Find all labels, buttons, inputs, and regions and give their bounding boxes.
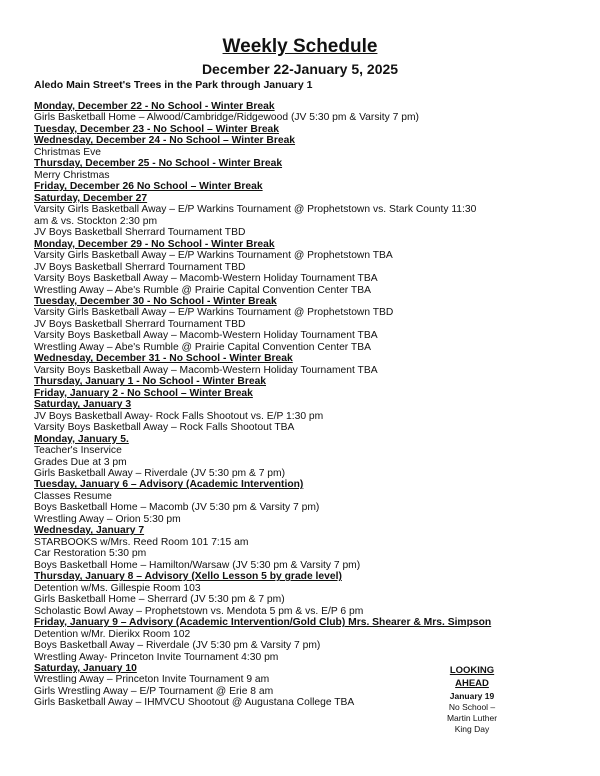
event-item: Grades Due at 3 pm xyxy=(34,456,127,468)
day-heading: Tuesday, January 6 – Advisory (Academic Intervention) xyxy=(34,479,304,491)
event-item: Wrestling Away – Abe's Rumble @ Prairie Capital Convention Center TBA xyxy=(34,341,371,353)
day-heading: Monday, January 5. xyxy=(34,433,129,445)
event-item: Merry Christmas xyxy=(34,169,110,181)
event-item: Girls Basketball Away – Riverdale (JV 5:30 pm & 7 pm) xyxy=(34,468,286,479)
event-item: Girls Wrestling Away – E/P Tournament @ Erie 8 am xyxy=(34,685,274,697)
event-item: Varsity Boys Basketball Away – Rock Falls Shootout TBA xyxy=(34,422,295,434)
event-item: JV Boys Basketball Away- Rock Falls Shootout vs. E/P 1:30 pm xyxy=(34,410,324,422)
event-item: Detention w/Mr. Dierikx Room 102 xyxy=(34,628,191,640)
event-item: Classes Resume xyxy=(34,490,112,502)
day-heading: Friday, January 9 – Advisory (Academic Intervention/Gold Club) Mrs. Shearer & Mrs. Simpson xyxy=(34,617,492,629)
event-item: Wrestling Away- Princeton Invite Tournament 4:30 pm xyxy=(34,651,279,663)
event-item: JV Boys Basketball Sherrard Tournament TBD xyxy=(34,227,246,239)
looking-ahead-text: King Day xyxy=(454,724,490,734)
event-item: Teacher's Inservice xyxy=(34,445,122,457)
day-heading: Friday, January 2 - No School – Winter Break xyxy=(34,387,253,399)
event-item: Car Restoration 5:30 pm xyxy=(34,548,147,560)
looking-ahead-heading: LOOKING xyxy=(449,665,495,676)
looking-ahead-heading: AHEAD xyxy=(455,678,489,689)
event-item: Boys Basketball Away – Riverdale (JV 5:30 pm & Varsity 7 pm) xyxy=(34,640,321,652)
looking-ahead-box xyxy=(420,664,524,735)
event-item: Boys Basketball Home – Hamilton/Warsaw (JV 5:30 pm & Varsity 7 pm) xyxy=(34,559,361,571)
day-heading: Saturday, January 3 xyxy=(34,399,132,411)
day-heading: Monday, December 29 - No School - Winter Break xyxy=(34,238,275,250)
event-item: Varsity Girls Basketball Away – E/P Warkins Tournament @ Prophetstown vs. Stark County 11:30 xyxy=(34,204,477,216)
event-item: Girls Basketball Home – Sherrard (JV 5:30 pm & 7 pm) xyxy=(34,594,285,606)
event-item: Varsity Boys Basketball Away – Macomb-Western Holiday Tournament TBA xyxy=(34,330,378,342)
day-heading: Thursday, January 8 – Advisory (Xello Lesson 5 by grade level) xyxy=(34,571,342,583)
event-item: STARBOOKS w/Mrs. Reed Room 101 7:15 am xyxy=(34,536,249,548)
event-item: Girls Basketball Home – Alwood/Cambridge/Ridgewood (JV 5:30 pm & Varsity 7 pm) xyxy=(34,112,419,124)
event-item: JV Boys Basketball Sherrard Tournament TBD xyxy=(34,318,246,330)
day-heading: Thursday, January 1 - No School - Winter Break xyxy=(34,376,267,388)
looking-ahead-text: No School – xyxy=(448,702,496,712)
event-item: Wrestling Away – Princeton Invite Tournament 9 am xyxy=(34,674,270,686)
announcement: Aledo Main Street's Trees in the Park through January 1 xyxy=(34,79,313,91)
day-heading: Wednesday, December 24 - No School – Winter Break xyxy=(34,135,296,147)
looking-ahead-text: Martin Luther xyxy=(446,713,498,723)
event-item: Girls Basketball Away – IHMVCU Shootout @ Augustana College TBA xyxy=(34,697,355,709)
day-heading: Saturday, January 10 xyxy=(34,662,137,674)
event-item: Varsity Boys Basketball Away – Macomb-Western Holiday Tournament TBA xyxy=(34,364,378,376)
day-heading: Saturday, December 27 xyxy=(34,192,148,204)
event-item: Scholastic Bowl Away – Prophetstown vs. Mendota 5 pm & vs. E/P 6 pm xyxy=(34,605,364,617)
event-item: Boys Basketball Home – Macomb (JV 5:30 pm & Varsity 7 pm) xyxy=(34,502,320,514)
schedule-list xyxy=(34,101,574,709)
day-heading: Tuesday, December 23 - No School – Winter Break xyxy=(34,123,280,135)
event-item: JV Boys Basketball Sherrard Tournament TBD xyxy=(34,261,246,273)
event-item: Wrestling Away – Abe's Rumble @ Prairie Capital Convention Center TBA xyxy=(34,284,371,296)
event-item: Detention w/Ms. Gillespie Room 103 xyxy=(34,582,201,594)
day-heading: Thursday, December 25 - No School - Winter Break xyxy=(34,158,283,170)
day-heading: Wednesday, December 31 - No School - Winter Break xyxy=(34,353,293,365)
event-item: Varsity Boys Basketball Away – Macomb-Western Holiday Tournament TBA xyxy=(34,273,378,285)
event-item: Varsity Girls Basketball Away – E/P Warkins Tournament @ Prophetstown TBA xyxy=(34,250,393,262)
page-title: Weekly Schedule xyxy=(222,36,378,57)
looking-ahead-date: January 19 xyxy=(449,691,495,701)
day-heading: Monday, December 22 - No School - Winter Break xyxy=(34,101,275,112)
event-item: Wrestling Away – Orion 5:30 pm xyxy=(34,513,181,525)
event-item: Christmas Eve xyxy=(34,146,101,158)
event-item: am & vs. Stockton 2:30 pm xyxy=(34,215,158,227)
event-item: Varsity Girls Basketball Away – E/P Warkins Tournament @ Prophetstown TBD xyxy=(34,307,394,319)
day-heading: Wednesday, January 7 xyxy=(34,525,145,537)
day-heading: Friday, December 26 No School – Winter Break xyxy=(34,181,263,193)
date-range: December 22-January 5, 2025 xyxy=(201,61,399,77)
day-heading: Tuesday, December 30 - No School - Winter Break xyxy=(34,295,277,307)
